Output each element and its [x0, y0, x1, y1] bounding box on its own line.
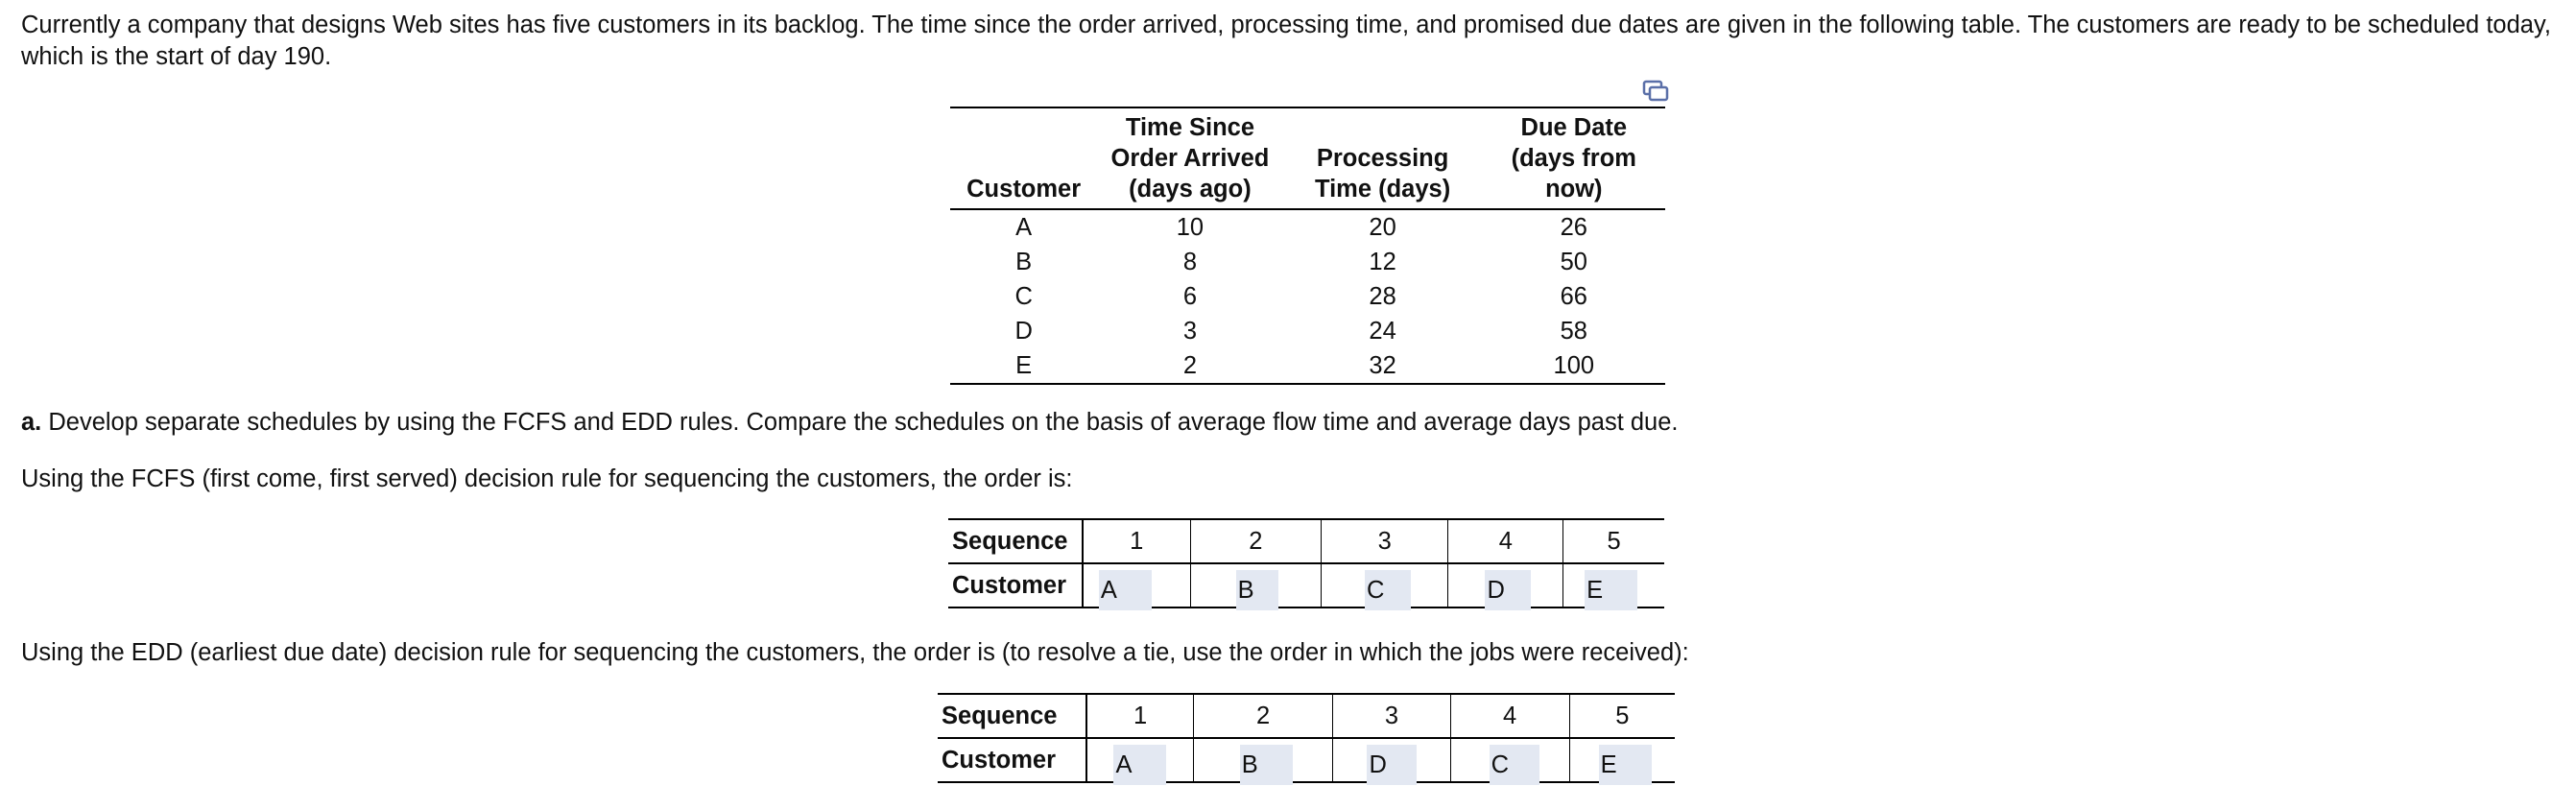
fcfs-answer-input[interactable]: B	[1236, 570, 1278, 610]
fcfs-answer-cell	[1083, 563, 1190, 608]
cell-processing: 20	[1369, 214, 1396, 241]
table-row	[950, 314, 1665, 348]
cell-customer: E	[1015, 352, 1033, 379]
sequence-number: 3	[1322, 519, 1448, 563]
customer-data-table	[950, 107, 1665, 385]
part-a-instructions	[21, 407, 1679, 439]
cell-processing: 12	[1369, 249, 1396, 275]
edd-answer-input[interactable]: C	[1490, 745, 1539, 785]
table-row	[950, 209, 1665, 245]
edd-answer-input[interactable]: B	[1240, 745, 1293, 785]
cell-processing: 32	[1369, 352, 1396, 379]
fcfs-answer-cell	[1448, 563, 1563, 608]
part-a-text: Develop separate schedules by using the FCFS and EDD rules. Compare the schedules on the basis of average flow time and average days past due.	[41, 409, 1679, 436]
cell-customer: A	[1015, 214, 1033, 241]
sequence-number: 2	[1193, 694, 1333, 738]
cell-processing: 24	[1369, 318, 1396, 345]
fcfs-sequence-table	[948, 518, 1664, 608]
table-row	[950, 279, 1665, 314]
sequence-row	[938, 694, 1675, 738]
cell-due: 26	[1560, 214, 1587, 241]
fcfs-answer-input[interactable]: E	[1585, 570, 1637, 610]
sequence-number: 4	[1450, 694, 1569, 738]
cell-due: 58	[1560, 318, 1587, 345]
cell-arrived: 10	[1176, 214, 1205, 241]
sequence-number: 1	[1130, 527, 1144, 555]
sequence-row	[948, 519, 1664, 563]
sequence-number: 1	[1133, 702, 1148, 729]
customer-label: Customer	[938, 738, 1086, 782]
cell-arrived: 2	[1182, 352, 1198, 379]
header-customer: Customer	[966, 176, 1082, 202]
cell-arrived: 6	[1182, 283, 1198, 310]
cell-due: 66	[1560, 283, 1587, 310]
cell-customer: B	[1015, 249, 1033, 275]
sequence-label: Sequence	[948, 519, 1083, 563]
sequence-number: 5	[1563, 519, 1664, 563]
intro-paragraph: Currently a company that designs Web sites has five customers in its backlog. The time since the order arrived, processing time, and promised due dates are given in the following table. The customers are ready to be scheduled today, which is the start of day 190.	[21, 12, 2551, 70]
customer-label: Customer	[948, 563, 1083, 608]
sequence-number: 3	[1333, 694, 1450, 738]
cell-due: 100	[1553, 352, 1595, 379]
fcfs-answer-cell	[1322, 563, 1448, 608]
customer-row	[948, 563, 1664, 608]
edd-answer-cell	[1569, 738, 1675, 782]
edd-prompt: Using the EDD (earliest due date) decision rule for sequencing the customers, the order is (to resolve a tie, use the order in which the jobs were received):	[21, 639, 1689, 666]
edd-answer-cell	[1450, 738, 1569, 782]
cell-arrived: 3	[1182, 318, 1198, 345]
table-row	[950, 245, 1665, 279]
fcfs-answer-cell	[1190, 563, 1321, 608]
cell-customer: C	[1014, 283, 1033, 310]
part-a-label: a.	[21, 409, 42, 436]
edd-answer-cell	[1333, 738, 1450, 782]
table-header-row	[950, 107, 1665, 209]
cell-arrived: 8	[1182, 249, 1198, 275]
fcfs-answer-cell	[1563, 563, 1664, 608]
sequence-number: 4	[1448, 519, 1563, 563]
sequence-label: Sequence	[938, 694, 1086, 738]
fcfs-answer-input[interactable]: C	[1365, 570, 1411, 610]
header-time-since-arrived: Time Since Order Arrived (days ago)	[1110, 114, 1270, 202]
fcfs-prompt: Using the FCFS (first come, first served) decision rule for sequencing the customers, the order is:	[21, 465, 1073, 492]
customer-row	[938, 738, 1675, 782]
fcfs-answer-input[interactable]: D	[1485, 570, 1531, 610]
edd-sequence-table	[938, 693, 1675, 783]
table-row	[950, 348, 1665, 384]
cell-processing: 28	[1369, 283, 1396, 310]
edd-answer-cell	[1193, 738, 1333, 782]
header-processing-time: Processing Time (days)	[1314, 145, 1451, 202]
sequence-number: 2	[1190, 519, 1321, 563]
sequence-number: 5	[1569, 694, 1675, 738]
edd-answer-input[interactable]: A	[1113, 745, 1166, 785]
edd-answer-input[interactable]: E	[1599, 745, 1652, 785]
edd-answer-cell	[1086, 738, 1193, 782]
fcfs-answer-input[interactable]: A	[1099, 570, 1152, 610]
cell-due: 50	[1560, 249, 1587, 275]
header-due-date: Due Date (days from now)	[1511, 114, 1636, 202]
edd-answer-input[interactable]: D	[1367, 745, 1417, 785]
cell-customer: D	[1014, 318, 1033, 345]
expand-table-icon[interactable]	[1641, 79, 1670, 104]
